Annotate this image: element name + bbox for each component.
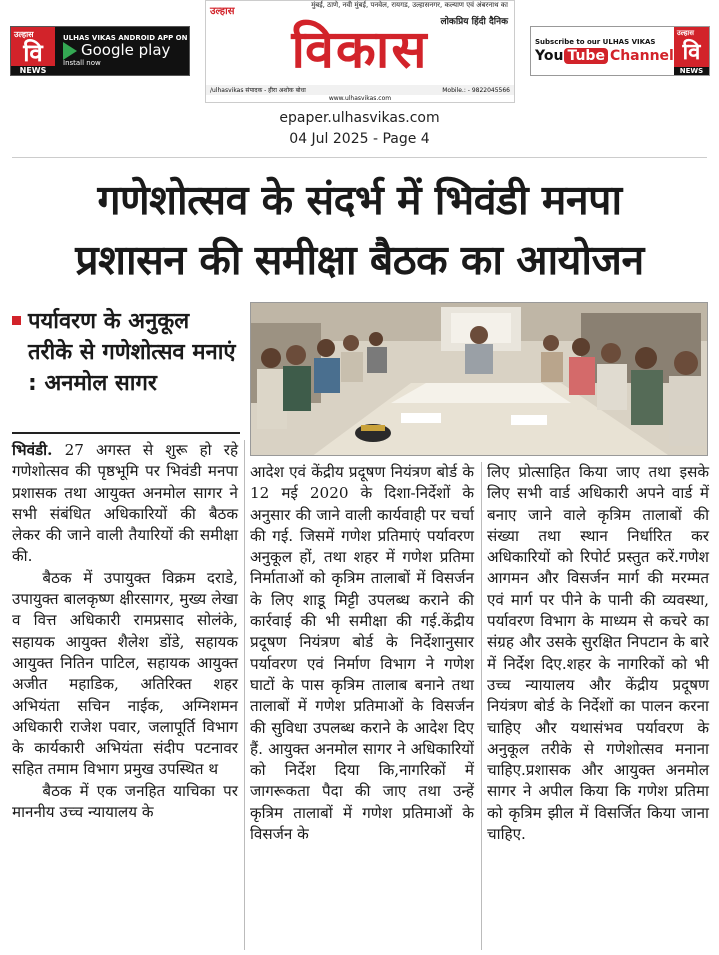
ulhas-vikas-logo <box>11 27 55 75</box>
epaper-date-page: 04 Jul 2025 - Page 4 <box>289 131 430 147</box>
headline-line-2: प्रशासन की समीक्षा बैठक का आयोजन <box>75 236 644 284</box>
youtube-icon <box>535 48 674 64</box>
nameplate-tagline: लोकप्रिय हिंदी दैनिक <box>440 17 508 27</box>
paragraph-2: बैठक में उपायुक्त विक्रम दराडे, उपायुक्त बालकृष्ण क्षीरसागर, मुख्य लेखा व वित्त अधिकारी रामप्रसाद सोलंके, सहायक आयुक्त शैलेश डोंडे, सहायक आयुक्त नितिन पाटिल, सहायक आयुक्त अजीत महाडिक, अतिरिक्त शहर अभियंता सचिन नाईक, अग्निशमन अधिकारी राजेश पवार, जलापूर्ति विभाग के कार्यकारी अभियंता संदीप पटनावर सहित तमाम विभाग प्रमुख उपस्थित थ <box>12 568 238 779</box>
logo-small-text-right: उल्हास <box>676 29 694 37</box>
paragraph-1 <box>12 440 238 568</box>
masthead <box>0 0 719 106</box>
youtube-channel-badge[interactable] <box>530 26 710 76</box>
nameplate-mobile: Mobile.: - 9822045566 <box>442 86 510 94</box>
subheadline-rule <box>12 432 240 434</box>
article-column-2 <box>250 462 474 845</box>
column-3-text: लिए प्रोत्साहित किया जाए तथा इसके लिए सभी वार्ड अधिकारी अपने वार्ड में बनाए जाने वाले कृत्रिम तालाबों की संख्या तथा स्थान निर्धारित कर अधिकारियों को रिपोर्ट प्रस्तुत करें.गणेश आगमन और विसर्जन मार्ग की मरम्मत एवं मार्ग पर पीने के पानी की व्यवस्था, पर्यावरण विभाग के माध्यम से कचरे का संग्रह और उसके सुरक्षित निपटान के बारे में निर्देश दिए.शहर के नागरिकों को भी उच्च न्यायालय और केंद्रीय प्रदूषण नियंत्रण बोर्ड के निर्देशों का पालन करना चाहिए और यथासंभव पर्यावरण के अनुकूल तरीके से गणेशोत्सव मनाना चाहिए.प्रशासक और आयुक्त अनमोल सागर ने अपील किया कि गणेश प्रतिमा को कृत्रिम झील में विसर्जित किया जाना चाहिए. <box>487 463 709 844</box>
column-divider-1 <box>244 440 245 950</box>
paragraph-1-text: 27 अगस्त से शुरू हो रहे गणेशोत्सव की पृष्ठभूमि पर भिवंडी मनपा प्रशासक तथा आयुक्त अनमोल सागर ने सभी संबंधित अधिकारियों की बैठक लेकर की जाने वाली तैयारियों की समीक्षा की. <box>12 441 239 566</box>
nameplate-cities: मुंबई, ठाणे, नवी मुंबई, पनवेल, रायगड, उल्हासनगर, कल्याण एवं अंबरनाथ का <box>206 1 514 13</box>
google-play-icon <box>63 42 77 60</box>
nameplate-url[interactable]: www.ulhasvikas.com <box>328 95 392 102</box>
subheadline <box>12 306 240 399</box>
logo-letter-right: वि <box>682 39 701 65</box>
square-bullet-icon <box>12 316 21 325</box>
nameplate-info-band <box>206 85 514 95</box>
yt-channel-text: Channel <box>609 48 674 64</box>
meeting-photo <box>250 302 708 456</box>
yt-subscribe-text: Subscribe to our ULHAS VIKAS <box>535 38 656 46</box>
nameplate-social: /ulhasvikas संपादक - हीरा अशोक बोधा <box>210 87 306 94</box>
logo-news-text: NEWS <box>11 66 55 75</box>
logo-news-text-right: NEWS <box>674 67 709 75</box>
ulhas-vikas-logo-right <box>674 27 709 75</box>
subheadline-text: पर्यावरण के अनुकूल तरीके से गणेशोत्सव मनाएं : अनमोल सागर <box>28 309 236 396</box>
logo-letter: वि <box>23 37 43 67</box>
article-column-1 <box>12 440 238 823</box>
headline-line-1: गणेशोत्सव के संदर्भ में भिवंडी मनपा <box>97 176 622 224</box>
google-play-badge[interactable] <box>10 26 190 76</box>
top-divider <box>12 157 707 158</box>
article-column-3 <box>487 462 709 845</box>
app-badge-line1: ULHAS VIKAS ANDROID APP ON <box>63 33 188 42</box>
paragraph-3: बैठक में एक जनहित याचिका पर माननीय उच्च न्यायालय के <box>12 781 238 822</box>
column-2-text: आदेश एवं केंद्रीय प्रदूषण नियंत्रण बोर्ड के 12 मई 2020 के दिशा-निर्देशों के अनुसार की जाने वाली कार्यवाही पर चर्चा की गई. जिसमें गणेश प्रतिमाएं पर्यावरण अनुकूल हों, तथा शहर में गणेश प्रतिमा निर्माताओं को कृत्रिम तालाबों में विसर्जन के लिए शाडू मिट्टी उपलब्ध कराने की कार्रवाई की भी समीक्षा की गई.केंद्रीय प्रदूषण नियंत्रण बोर्ड के निर्देशानुसार पर्यावरण एवं निर्माण विभाग ने गणेश घाटों के पास कृत्रिम तालाब बनाने तथा तालाबों में गणेश प्रतिमाओं के विसर्जन की सुविधा उपलब्ध कराने के आदेश दिए हैं. आयुक्त अनमोल सागर ने अधिकारियों को निर्देश दिया कि,नागरिकों में जागरूकता पैदा की जाए तथा उन्हें कृत्रिम तालाबों में गणेश प्रतिमाओं के विसर्जन के <box>250 463 474 844</box>
app-badge-line2: Google play <box>81 41 171 60</box>
app-badge-line3: Install now <box>63 59 101 67</box>
nameplate-title: विकास <box>291 19 429 80</box>
nameplate-small-brand: उल्हास <box>210 6 235 17</box>
epaper-site[interactable]: epaper.ulhasvikas.com <box>279 110 440 126</box>
logo-small-text: उल्हास <box>14 30 34 39</box>
dateline: भिवंडी. <box>12 441 53 459</box>
column-divider-2 <box>481 462 482 950</box>
newspaper-nameplate <box>205 0 515 103</box>
yt-tube-text: Tube <box>564 48 608 64</box>
yt-you-text: You <box>535 48 564 64</box>
